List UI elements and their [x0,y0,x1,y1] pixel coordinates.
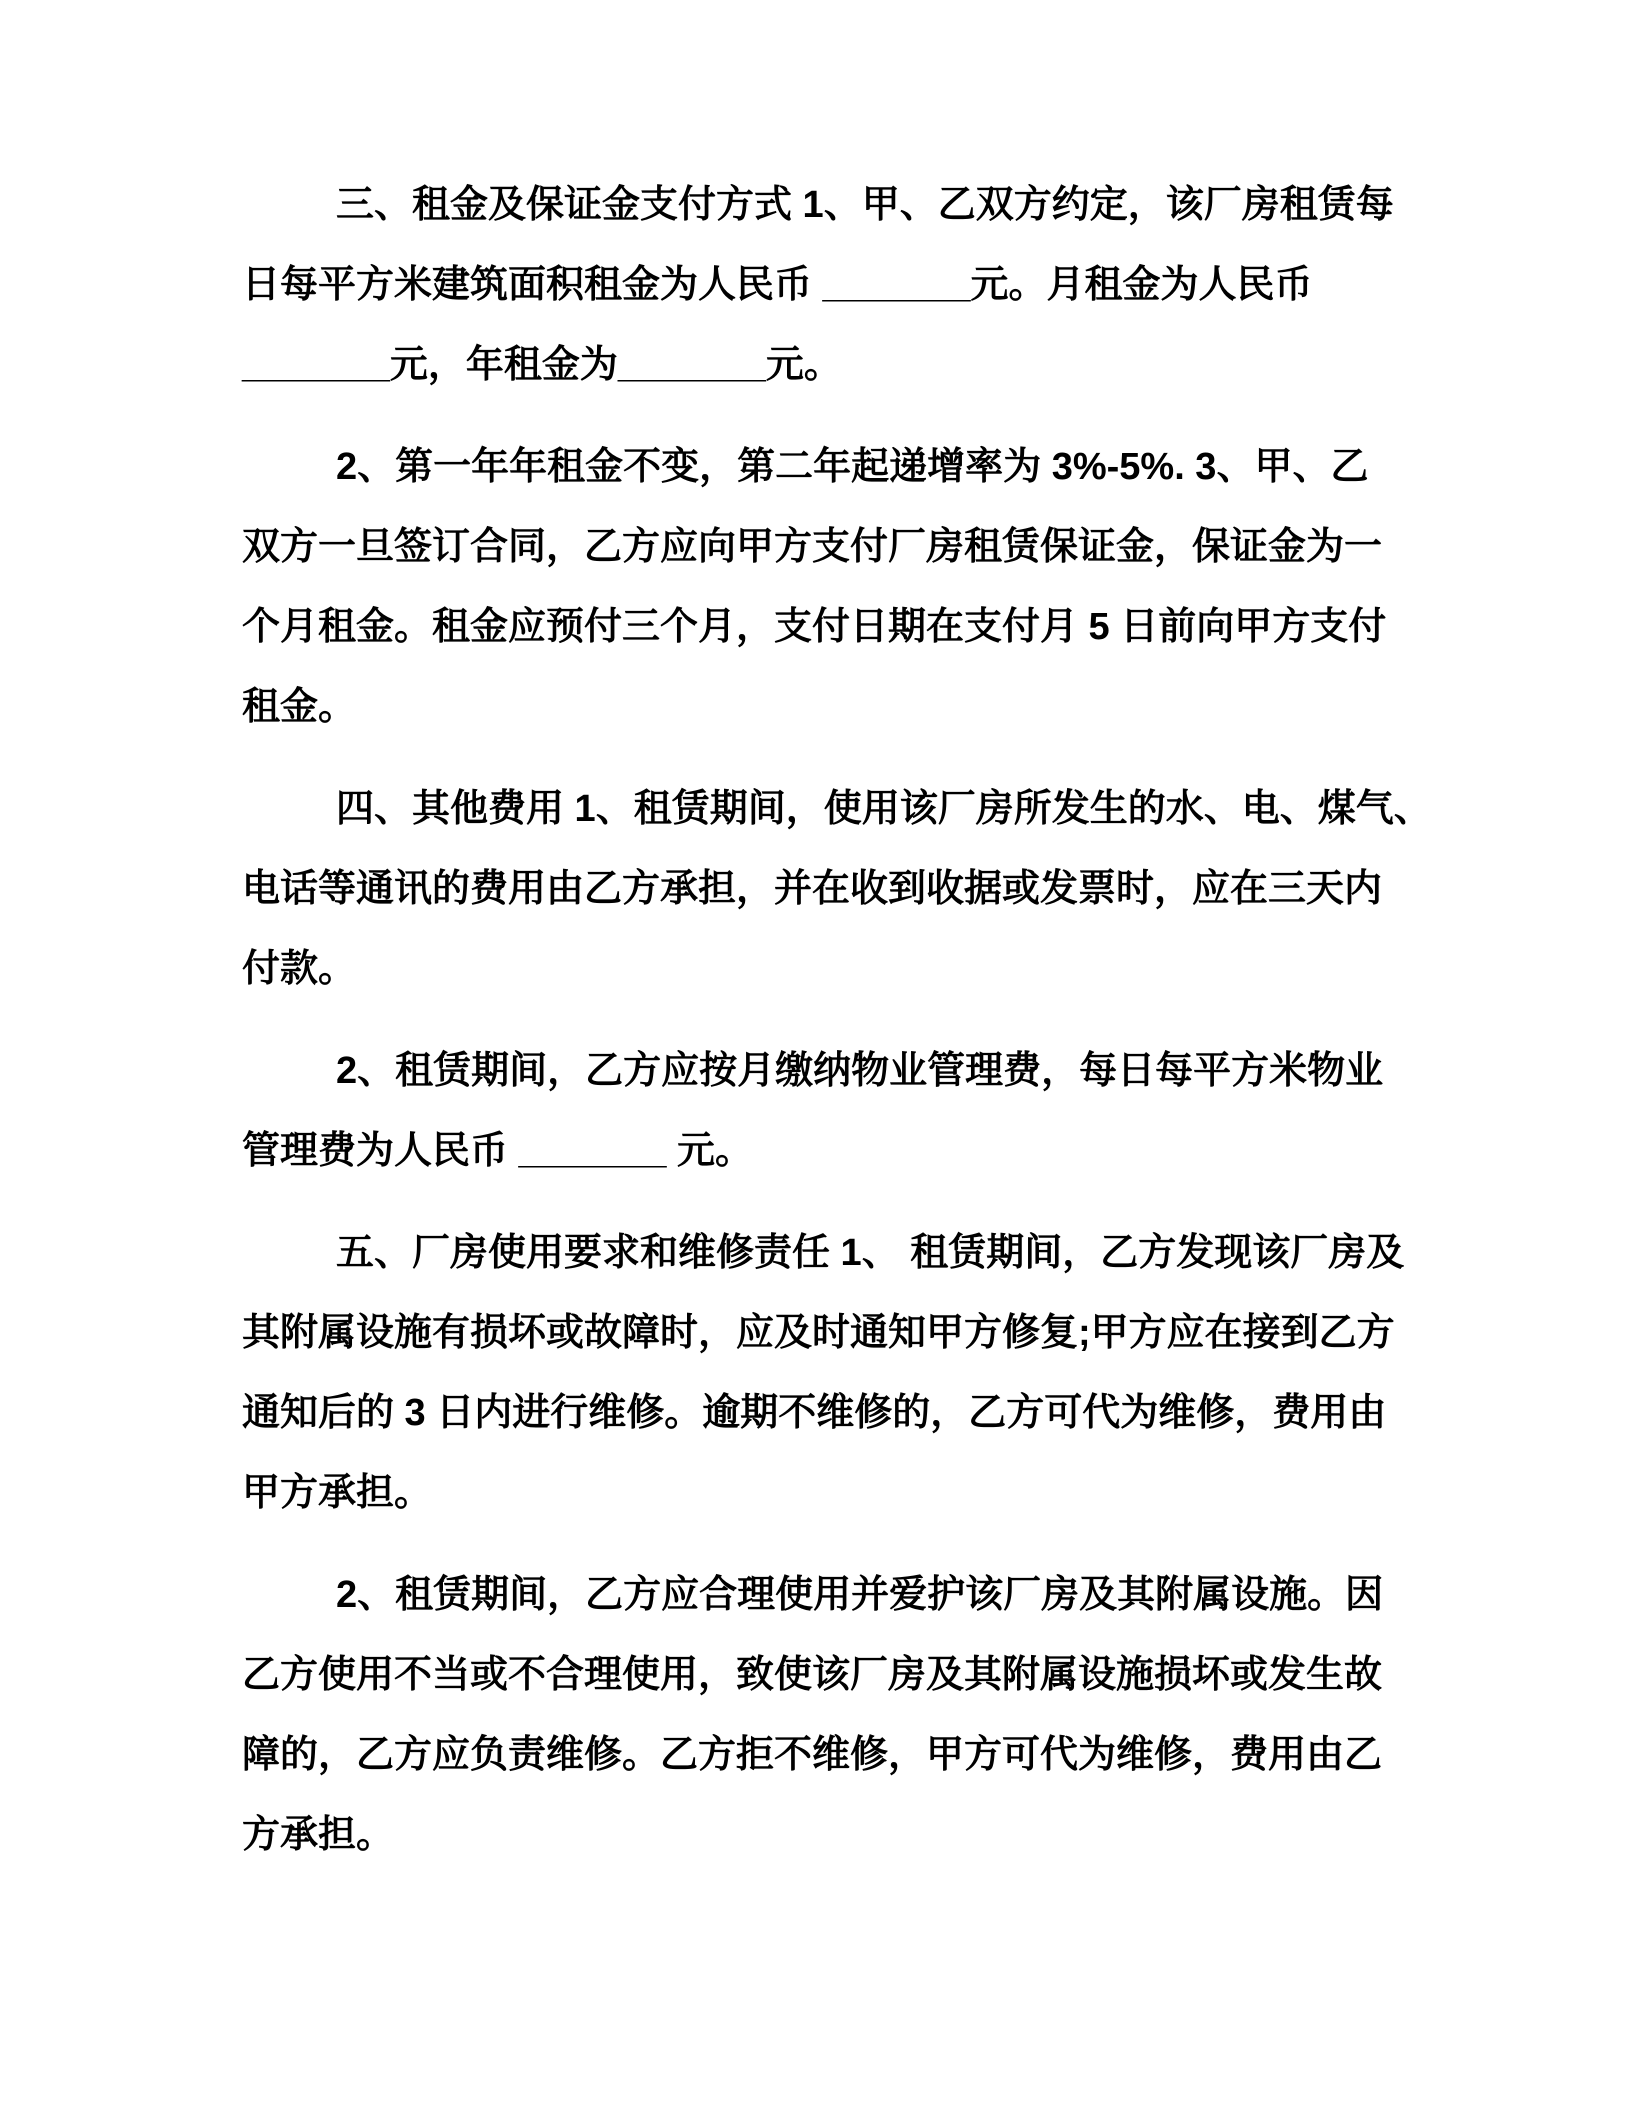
paragraph-line: 2、租赁期间，乙方应按月缴纳物业管理费，每日每平方米物业 [336,1050,1384,1092]
paragraph-clause-4-other-fees-item-1 [242,769,1462,1009]
paragraph-clause-5-item-2-tenant-care-obligation [242,1555,1462,1875]
paragraph-clause-4-item-2-property-management-fee [242,1031,1462,1191]
paragraph-line: 租金。 [242,686,357,728]
paragraph-clause-3-item-2-3-rent-increase-and-deposit [242,427,1462,747]
paragraph-line: 2、租赁期间，乙方应合理使用并爱护该厂房及其附属设施。因 [336,1574,1384,1616]
paragraph-line: 四、其他费用 1、租赁期间，使用该厂房所发生的水、电、煤气、 [336,788,1432,830]
paragraph-line: 乙方使用不当或不合理使用，致使该厂房及其附属设施损坏或发生故 [242,1654,1383,1696]
paragraph-line: 日每平方米建筑面积租金为人民币 _______元。月租金为人民币 [242,264,1313,306]
paragraph-line: 通知后的 3 日内进行维修。逾期不维修的，乙方可代为维修，费用由 [242,1392,1387,1434]
paragraph-line: 三、租金及保证金支付方式 1、甲、乙双方约定，该厂房租赁每 [336,184,1394,226]
paragraph-line: 电话等通讯的费用由乙方承担，并在收到收据或发票时，应在三天内 [242,868,1383,910]
contract-body [242,165,1462,1897]
paragraph-line: 五、厂房使用要求和维修责任 1、 租赁期间，乙方发现该厂房及 [336,1232,1405,1274]
paragraph-line: 管理费为人民币 _______ 元。 [242,1130,754,1172]
paragraph-line: 个月租金。租金应预付三个月，支付日期在支付月 5 日前向甲方支付 [242,606,1387,648]
paragraph-line: 双方一旦签订合同，乙方应向甲方支付厂房租赁保证金，保证金为一 [242,526,1383,568]
paragraph-line: 甲方承担。 [242,1472,433,1514]
paragraph-line: 付款。 [242,948,357,990]
paragraph-line: 2、第一年年租金不变，第二年起递增率为 3%-5%. 3、甲、乙 [336,446,1369,488]
paragraph-line: 障的，乙方应负责维修。乙方拒不维修，甲方可代为维修，费用由乙 [242,1734,1383,1776]
paragraph-line: 其附属设施有损坏或故障时，应及时通知甲方修复;甲方应在接到乙方 [242,1312,1395,1354]
paragraph-line: _______元，年租金为_______元。 [242,344,842,386]
paragraph-clause-3-rent-and-deposit-payment [242,165,1462,405]
paragraph-clause-5-usage-and-maintenance-item-1 [242,1213,1462,1533]
paragraph-line: 方承担。 [242,1814,395,1856]
